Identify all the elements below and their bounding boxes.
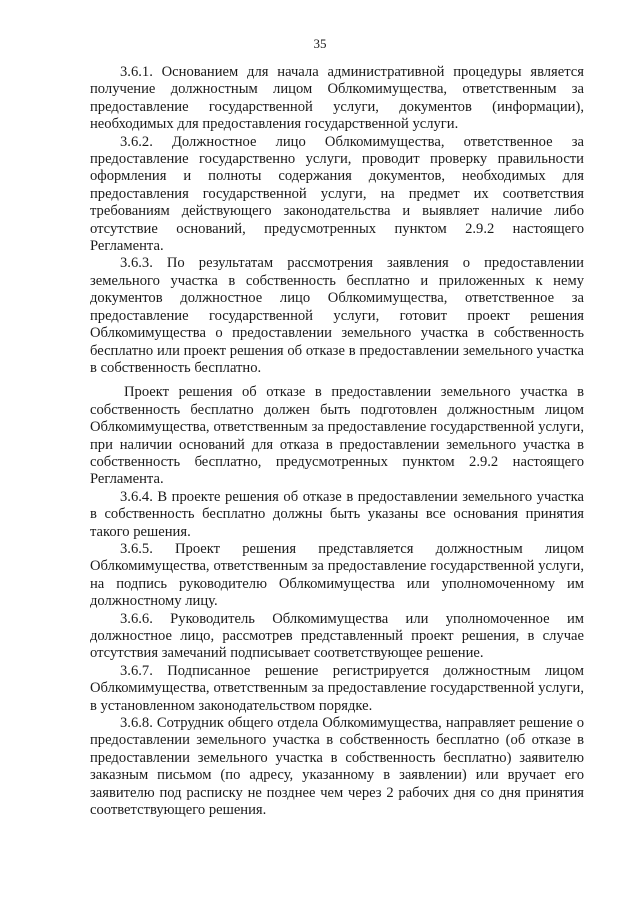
paragraph-3-6-6: 3.6.6. Руководитель Облкомимущества или уполномоченное им должностное лицо, рассмотрев представленный проект решения, в случае отсутствия замечаний подписывает соответствующее решение. — [90, 610, 584, 662]
page-number: 35 — [313, 36, 327, 51]
paragraph-3-6-2: 3.6.2. Должностное лицо Облкомимущества, ответственное за предоставление государственно услуги, проводит проверку правильности оформления и полноты содержания документов, необходимых для предоставления государственной услуги, на предмет их соответствия требованиям действующего законодательства и выявляет наличие либо отсутствие оснований, предусмотренных пунктом 2.9.2 настоящего Регламента. — [90, 133, 584, 255]
paragraph-3-6-8: 3.6.8. Сотрудник общего отдела Облкомимущества, направляет решение о предоставлении земельного участка в собственность бесплатно (об отказе в предоставлении земельного участка в собственность бесплатно) заявителю заказным письмом (по адресу, указанному в заявлении) или вручает его заявителю под расписку не позднее чем через 2 рабочих дня со дня принятия соответствующего решения. — [90, 715, 584, 819]
paragraph-3-6-3: 3.6.3. По результатам рассмотрения заявления о предоставлении земельного участка в собственность бесплатно и приложенных к нему документов должностное лицо Облкомимущества, ответственное за предоставление государственной услуги, готовит проект решения Облкомимущества о предоставлении земельного участка в собственность бесплатно или проект решения об отказе в предоставлении земельного участка в собственность бесплатно. — [90, 255, 584, 376]
paragraph-3-6-4: 3.6.4. В проекте решения об отказе в предоставлении земельного участка в собственность бесплатно должны быть указаны все основания принятия такого решения. — [90, 488, 584, 540]
paragraph-3-6-5: 3.6.5. Проект решения представляется должностным лицом Облкомимущества, ответственным за предоставление государственной услуги, на подпись руководителю Облкомимущества или уполномоченному им должностному лицу. — [90, 540, 584, 610]
paragraph-3-6-1: 3.6.1. Основанием для начала административной процедуры является получение должностным лицом Облкомимущества, ответственным за предоставление государственной услуги, документов (информации), необходимых для предоставления государственной услуги. — [90, 64, 584, 133]
paragraph-3-6-7: 3.6.7. Подписанное решение регистрируется должностным лицом Облкомимущества, ответственным за предоставление государственной услуги, в установленном законодательством порядке. — [90, 662, 584, 714]
paragraph-refusal-draft: Проект решения об отказе в предоставлении земельного участка в собственность бесплатно должен быть подготовлен должностным лицом Облкомимущества, ответственным за предоставление государственной услуги, при наличии оснований для отказа в предоставлении земельного участка в собственность бесплатно, предусмотренных пунктом 2.9.2 настоящего Регламента. — [90, 384, 584, 488]
document-body — [90, 64, 584, 819]
